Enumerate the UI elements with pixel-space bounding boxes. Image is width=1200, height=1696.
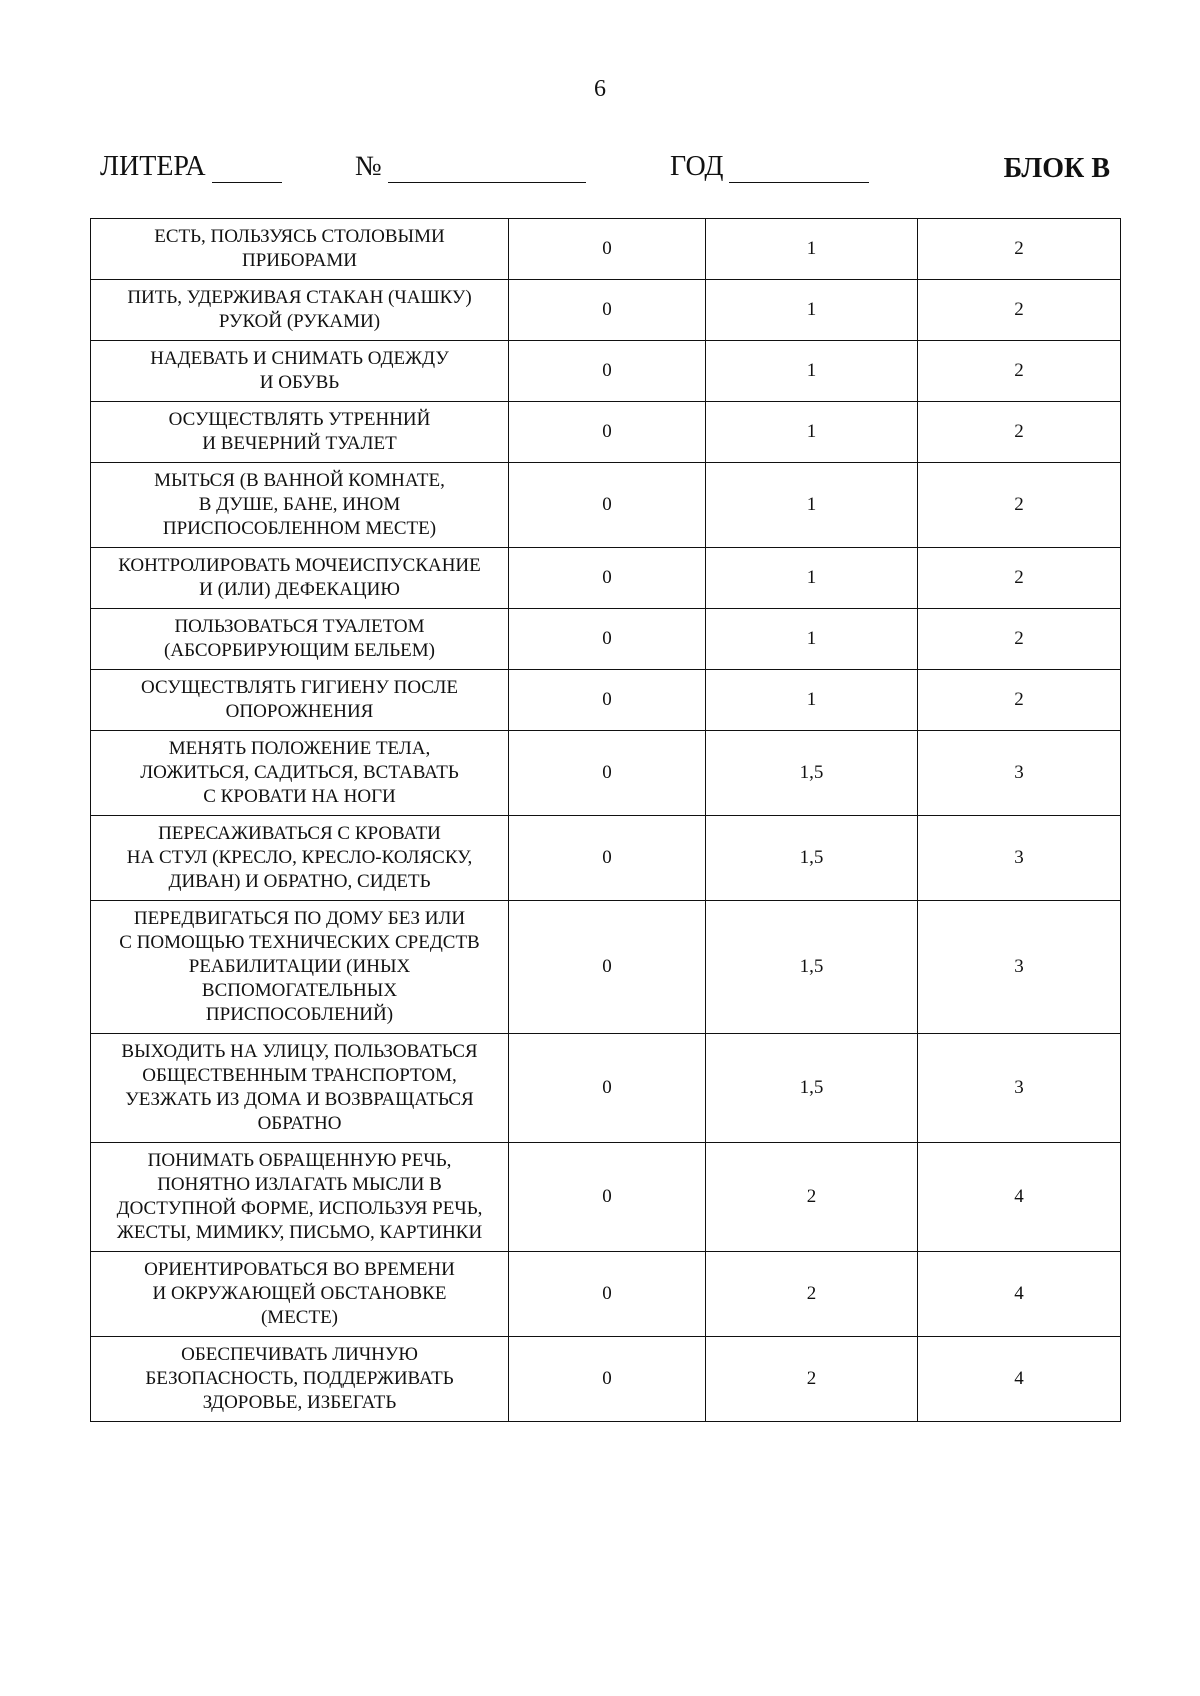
score-1-cell: 1 — [706, 341, 918, 402]
form-header — [100, 143, 1110, 183]
score-1-cell: 1 — [706, 609, 918, 670]
activity-cell: ПИТЬ, УДЕРЖИВАЯ СТАКАН (ЧАШКУ) РУКОЙ (РУКАМИ) — [91, 280, 509, 341]
score-0-cell: 0 — [509, 670, 706, 731]
score-2-cell: 2 — [918, 280, 1121, 341]
score-0-cell: 0 — [509, 816, 706, 901]
score-0-cell: 0 — [509, 901, 706, 1034]
score-2-cell: 2 — [918, 463, 1121, 548]
score-0-cell: 0 — [509, 341, 706, 402]
activity-cell: КОНТРОЛИРОВАТЬ МОЧЕИСПУСКАНИЕ И (ИЛИ) ДЕФЕКАЦИЮ — [91, 548, 509, 609]
table-row — [91, 1337, 1121, 1422]
table-row — [91, 341, 1121, 402]
score-2-cell: 2 — [918, 670, 1121, 731]
activity-cell: ПОНИМАТЬ ОБРАЩЕННУЮ РЕЧЬ, ПОНЯТНО ИЗЛАГАТЬ МЫСЛИ В ДОСТУПНОЙ ФОРМЕ, ИСПОЛЬЗУЯ РЕЧЬ, ЖЕСТЫ, МИМИКУ, ПИСЬМО, КАРТИНКИ — [91, 1143, 509, 1252]
activity-cell: ЕСТЬ, ПОЛЬЗУЯСЬ СТОЛОВЫМИ ПРИБОРАМИ — [91, 219, 509, 280]
score-2-cell: 2 — [918, 219, 1121, 280]
score-1-cell: 2 — [706, 1143, 918, 1252]
table-row — [91, 402, 1121, 463]
page-number: 6 — [594, 76, 606, 102]
score-1-cell: 1 — [706, 219, 918, 280]
score-1-cell: 1 — [706, 463, 918, 548]
activity-cell: ПЕРЕСАЖИВАТЬСЯ С КРОВАТИ НА СТУЛ (КРЕСЛО, КРЕСЛО-КОЛЯСКУ, ДИВАН) И ОБРАТНО, СИДЕТЬ — [91, 816, 509, 901]
score-1-cell: 2 — [706, 1252, 918, 1337]
score-1-cell: 1 — [706, 670, 918, 731]
activity-cell: НАДЕВАТЬ И СНИМАТЬ ОДЕЖДУ И ОБУВЬ — [91, 341, 509, 402]
activity-cell: МЫТЬСЯ (В ВАННОЙ КОМНАТЕ, В ДУШЕ, БАНЕ, ИНОМ ПРИСПОСОБЛЕННОМ МЕСТЕ) — [91, 463, 509, 548]
activity-cell: ПЕРЕДВИГАТЬСЯ ПО ДОМУ БЕЗ ИЛИ С ПОМОЩЬЮ ТЕХНИЧЕСКИХ СРЕДСТВ РЕАБИЛИТАЦИИ (ИНЫХ ВСПОМОГАТЕЛЬНЫХ ПРИСПОСОБЛЕНИЙ) — [91, 901, 509, 1034]
activity-cell: ОСУЩЕСТВЛЯТЬ ГИГИЕНУ ПОСЛЕ ОПОРОЖНЕНИЯ — [91, 670, 509, 731]
activity-score-table — [90, 218, 1121, 1422]
activity-cell: ОСУЩЕСТВЛЯТЬ УТРЕННИЙ И ВЕЧЕРНИЙ ТУАЛЕТ — [91, 402, 509, 463]
score-0-cell: 0 — [509, 402, 706, 463]
score-1-cell: 1,5 — [706, 1034, 918, 1143]
score-2-cell: 2 — [918, 341, 1121, 402]
table-body — [91, 219, 1121, 1422]
table-row — [91, 731, 1121, 816]
score-2-cell: 3 — [918, 1034, 1121, 1143]
score-1-cell: 1,5 — [706, 816, 918, 901]
year-field — [670, 151, 869, 183]
activity-cell: МЕНЯТЬ ПОЛОЖЕНИЕ ТЕЛА, ЛОЖИТЬСЯ, САДИТЬСЯ, ВСТАВАТЬ С КРОВАТИ НА НОГИ — [91, 731, 509, 816]
score-1-cell: 1 — [706, 548, 918, 609]
table-row — [91, 280, 1121, 341]
table-row — [91, 1143, 1121, 1252]
score-1-cell: 2 — [706, 1337, 918, 1422]
activity-cell: ОРИЕНТИРОВАТЬСЯ ВО ВРЕМЕНИ И ОКРУЖАЮЩЕЙ ОБСТАНОВКЕ (МЕСТЕ) — [91, 1252, 509, 1337]
litera-field — [100, 151, 282, 183]
block-title: БЛОК В — [1003, 153, 1110, 184]
score-2-cell: 3 — [918, 901, 1121, 1034]
score-2-cell: 3 — [918, 731, 1121, 816]
score-2-cell: 2 — [918, 548, 1121, 609]
table-row — [91, 1252, 1121, 1337]
litera-label: ЛИТЕРА — [100, 151, 206, 182]
number-label: № — [355, 151, 382, 182]
table-row — [91, 1034, 1121, 1143]
score-2-cell: 3 — [918, 816, 1121, 901]
score-0-cell: 0 — [509, 548, 706, 609]
number-field — [355, 151, 586, 183]
table-row — [91, 548, 1121, 609]
score-0-cell: 0 — [509, 1143, 706, 1252]
number-blank — [388, 160, 586, 183]
score-0-cell: 0 — [509, 1034, 706, 1143]
score-2-cell: 2 — [918, 402, 1121, 463]
table-row — [91, 670, 1121, 731]
table-row — [91, 463, 1121, 548]
score-2-cell: 4 — [918, 1143, 1121, 1252]
year-blank — [729, 160, 869, 183]
score-0-cell: 0 — [509, 609, 706, 670]
activity-cell: ПОЛЬЗОВАТЬСЯ ТУАЛЕТОМ (АБСОРБИРУЮЩИМ БЕЛЬЕМ) — [91, 609, 509, 670]
table-row — [91, 816, 1121, 901]
activity-cell: ОБЕСПЕЧИВАТЬ ЛИЧНУЮ БЕЗОПАСНОСТЬ, ПОДДЕРЖИВАТЬ ЗДОРОВЬЕ, ИЗБЕГАТЬ — [91, 1337, 509, 1422]
score-0-cell: 0 — [509, 280, 706, 341]
table-row — [91, 901, 1121, 1034]
table-row — [91, 609, 1121, 670]
score-1-cell: 1,5 — [706, 901, 918, 1034]
score-2-cell: 4 — [918, 1252, 1121, 1337]
score-0-cell: 0 — [509, 219, 706, 280]
score-0-cell: 0 — [509, 1252, 706, 1337]
score-1-cell: 1,5 — [706, 731, 918, 816]
litera-blank — [212, 160, 282, 183]
year-label: ГОД — [670, 151, 724, 182]
score-0-cell: 0 — [509, 463, 706, 548]
activity-cell: ВЫХОДИТЬ НА УЛИЦУ, ПОЛЬЗОВАТЬСЯ ОБЩЕСТВЕННЫМ ТРАНСПОРТОМ, УЕЗЖАТЬ ИЗ ДОМА И ВОЗВРАЩАТЬСЯ ОБРАТНО — [91, 1034, 509, 1143]
score-0-cell: 0 — [509, 1337, 706, 1422]
score-2-cell: 4 — [918, 1337, 1121, 1422]
score-2-cell: 2 — [918, 609, 1121, 670]
score-1-cell: 1 — [706, 402, 918, 463]
score-0-cell: 0 — [509, 731, 706, 816]
table-row — [91, 219, 1121, 280]
score-1-cell: 1 — [706, 280, 918, 341]
